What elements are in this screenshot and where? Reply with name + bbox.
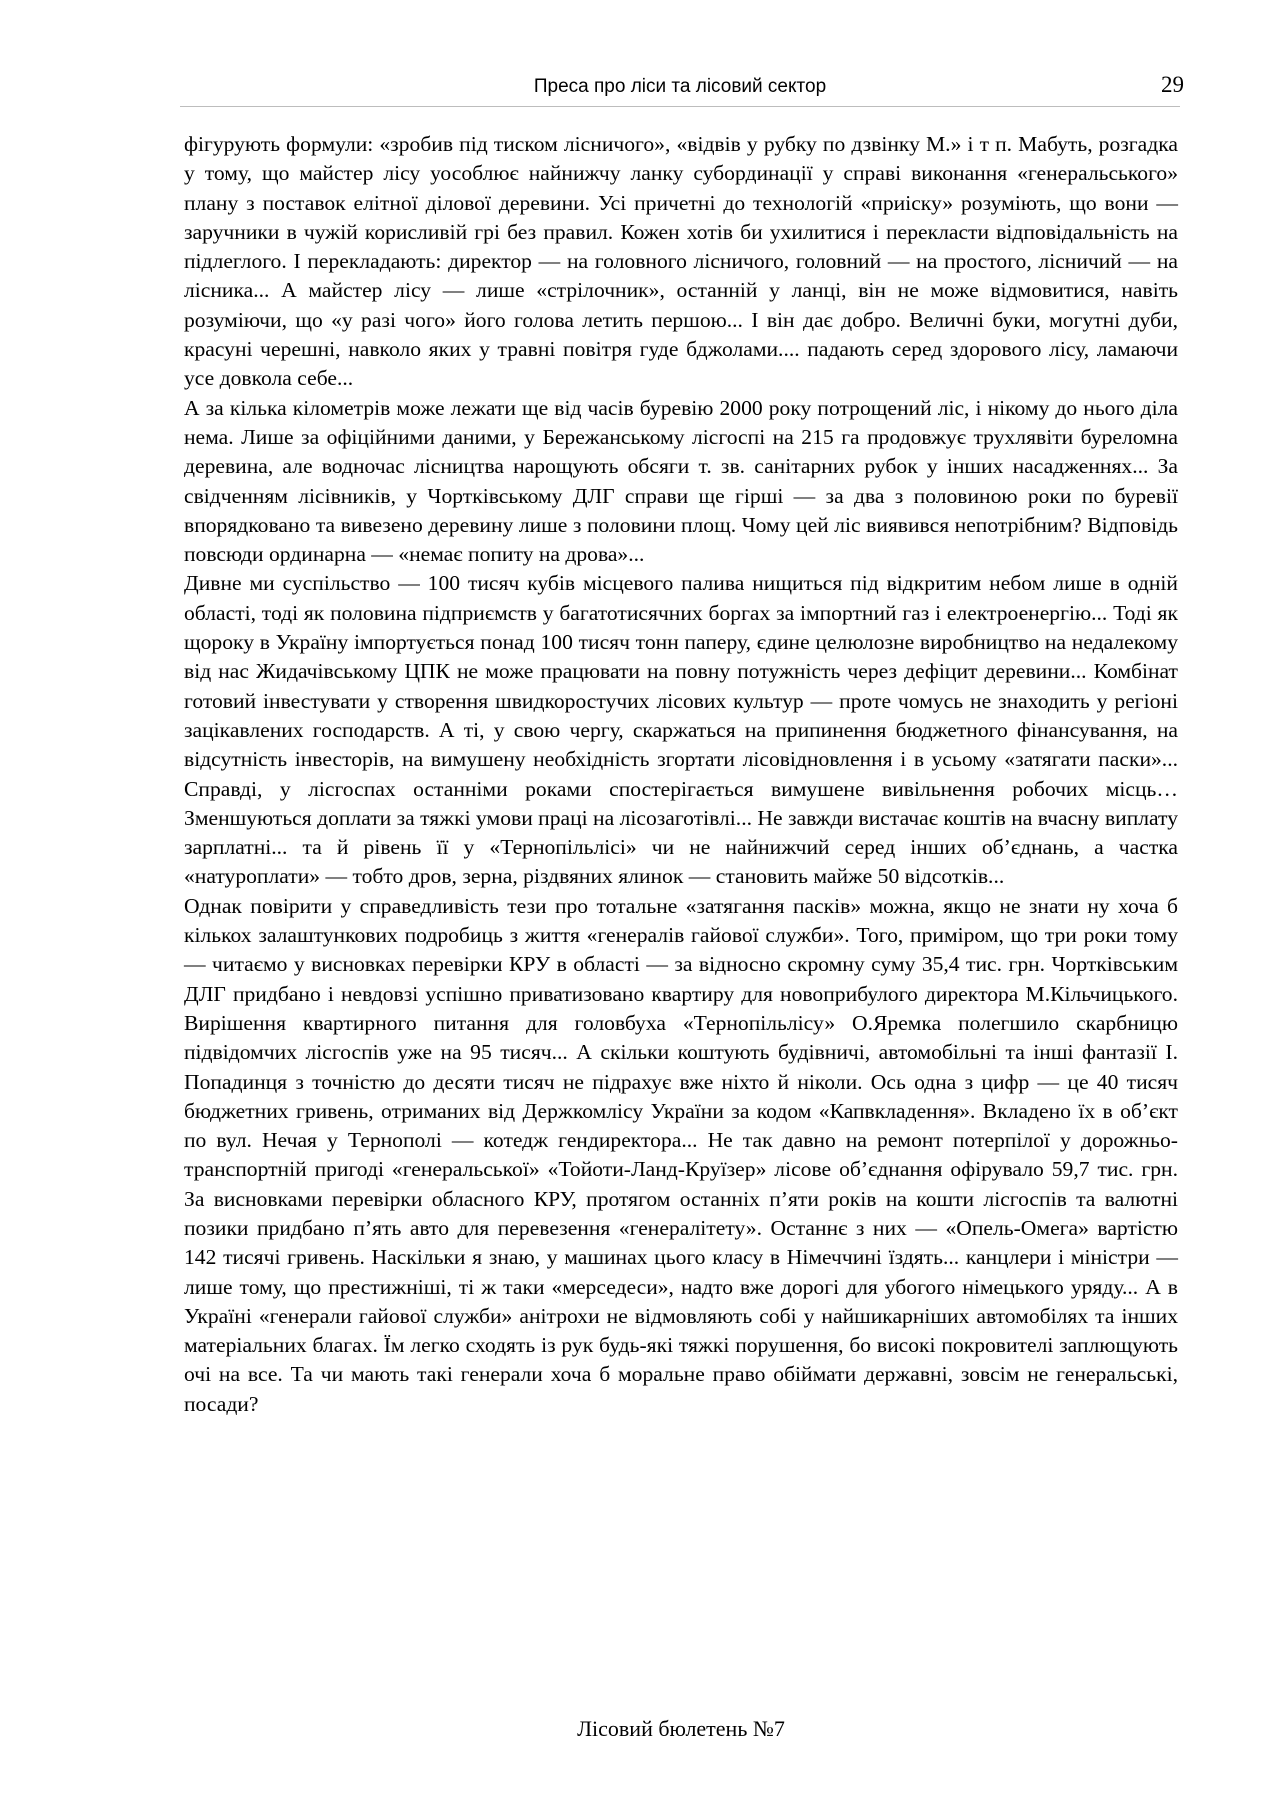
running-title: Преса про ліси та лісовий сектор bbox=[533, 76, 827, 97]
paragraph-1: фігурують формули: «зробив під тиском лісничого», «відвів у рубку по дзвінку М.» і т п. Мабуть, розгадка у тому, що майстер лісу уособлює найнижчу ланку субординації у справі виконання «генеральського» плану з поставок елітної ділової деревини. Усі причетні до технологій «приіску» розуміють, що вони — заручники в чужій корисливій грі без правил. Кожен хотів би ухилитися і перекласти відповідальність на підлеглого. І перекладають: директор — на головного лісничого, головний — на простого, лісничий — на лісника... А майстер лісу — лише «стрілочник», останній у ланці, він не може відмовитися, навіть розуміючи, що «у разі чого» його голова летить першою... І він дає добро. Величні буки, могутні дуби, красуні черешні, навколо яких у травні повітря гуде бджолами.... падають серед здорового лісу, ламаючи усе довкола себе... bbox=[184, 132, 1178, 391]
paragraph-4: Однак повірити у справедливість тези про тотальне «затягання пасків» можна, якщо не знати ну хоча б кількох залаштункових подробиць з життя «генералів гайової служби». Того, приміром, що три роки тому — читаємо у висновках перевірки КРУ в області — за відносно скромну суму 35,4 тис. грн. Чортківським ДЛГ придбано і невдовзі успішно приватизовано квартиру для новоприбулого директора М.Кільчицького. Вирішення квартирного питання для головбуха «Тернопільлісу» О.Яремка полегшило скарбницю підвідомчих лісгоспів уже на 95 тисяч... А скільки коштують будівничі, автомобільні та інші фантазії І. Попадинця з точністю до десяти тисяч не підрахує вже ніхто й ніколи. Ось одна з цифр — це 40 тисяч бюджетних гривень, отриманих від Держкомлісу України за кодом «Капвкладення». Вкладено їх в об’єкт по вул. Нечая у Тернополі — котедж гендиректора... Не так давно на ремонт потерпілої у дорожньо-транспортній пригоді «генеральської» «Тойоти-Ланд-Круїзер» лісове об’єднання офірувало 59,7 тис. грн. За висновками перевірки обласного КРУ, протягом останніх п’яти років на кошти лісгоспів та валютні позики придбано п’ять авто для перевезення «генералітету». Останнє з них — «Опель-Омега» вартістю 142 тисячі гривень. Наскільки я знаю, у машинах цього класу в Німеччині їздять... канцлери і міністри — лише тому, що престижніші, ті ж таки «мерседеси», надто вже дорогі для убогого німецького уряду... А в Україні «генерали гайової служби» анітрохи не відмовляють собі у найшикарніших автомобілях та інших матеріальних благах. Їм легко сходять із рук будь-які тяжкі порушення, бо високі покровителі заплющують очі на все. Та чи мають такі генерали хоча б моральне право обіймати державні, зовсім не генеральські, посади? bbox=[184, 893, 1178, 1416]
paragraph-3: Дивне ми суспільство — 100 тисяч кубів місцевого палива нищиться під відкритим небом лише в одній області, тоді як половина підприємств у багатотисячних боргах за імпортний газ і електроенергію... Тоді як щороку в Україну імпортується понад 100 тисяч тонн паперу, єдине целюлозне виробництво на недалекому від нас Жидачівському ЦПК не може працювати на повну потужність через дефіцит деревини... Комбінат готовий інвестувати у створення швидкоростучих лісових культур — проте чомусь не знаходить у регіоні зацікавлених господарств. А ті, у свою чергу, скаржаться на припинення бюджетного фінансування, на відсутність інвесторів, на вимушену необхідність згортати лісовідновлення і в усьому «затягати паски»... Справді, у лісгоспах останніми роками спостерігається вимушене вивільнення робочих місць… Зменшуються доплати за тяжкі умови праці на лісозаготівлі... Не завжди вистачає коштів на вчасну виплату зарплатні... та й рівень її у «Тернопільлісі» чи не найнижчий серед інших об’єднань, а частка «натуроплати» — тобто дров, зерна, різдвяних ялинок — становить майже 50 відсотків... bbox=[184, 571, 1178, 889]
article-body bbox=[184, 130, 1178, 1419]
paragraph-2: А за кілька кілометрів може лежати ще від часів буревію 2000 року потрощений ліс, і нікому до нього діла нема. Лише за офіційними даними, у Бережанському лісгоспі на 215 га продовжує трухлявіти буреломна деревина, але водночас лісництва нарощують обсяги т. зв. санітарних рубок у інших насадженнях... За свідченням лісівників, у Чортківському ДЛГ справи ще гірші — за два з половиною роки по буревії впорядковано та вивезено деревину лише з половини площ. Чому цей ліс виявився непотрібним? Відповідь повсюди ординарна — «немає попиту на дрова»... bbox=[184, 395, 1178, 567]
running-footer: Лісовий бюлетень №7 bbox=[577, 1716, 785, 1741]
running-header bbox=[180, 70, 1184, 107]
page-number: 29 bbox=[1161, 72, 1184, 97]
